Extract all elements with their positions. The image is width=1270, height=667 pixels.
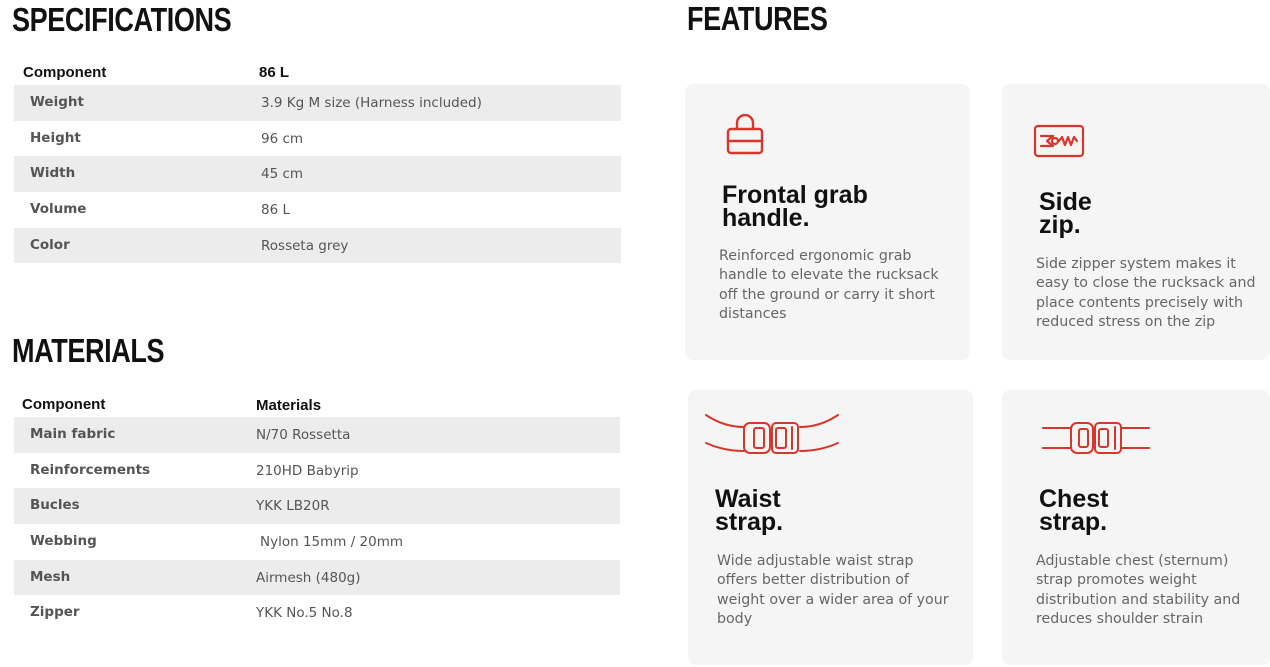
row-value: Rosseta grey: [261, 237, 349, 254]
feature-title: Chest strap.: [1039, 485, 1109, 536]
row-label: Reinforcements: [30, 461, 151, 478]
materials-table: [14, 393, 620, 631]
header-materials: Materials: [256, 397, 322, 414]
features-heading: FEATURES: [687, 0, 828, 37]
row-value: Nylon 15mm / 20mm: [260, 534, 404, 551]
table-row: [14, 192, 621, 228]
row-label: Mesh: [30, 568, 71, 585]
table-row: [14, 121, 621, 157]
row-value: 86 L: [261, 202, 290, 219]
row-value: YKK No.5 No.8: [256, 605, 353, 622]
feature-title: Side zip.: [1039, 188, 1092, 239]
row-label: Main fabric: [30, 426, 116, 442]
table-row: [14, 228, 621, 264]
feature-card-chest-strap: [1002, 390, 1270, 665]
row-value: 45 cm: [261, 166, 304, 183]
row-label: Color: [30, 236, 70, 253]
table-row: [14, 524, 620, 560]
feature-description: Reinforced ergonomic grab handle to elevate the rucksack off the ground or carry it short distances: [719, 248, 939, 322]
row-label: Webbing: [30, 533, 97, 550]
table-header: [14, 393, 620, 417]
header-capacity: 86 L: [259, 64, 290, 81]
table-row: [14, 595, 620, 631]
chest-buckle-icon: [1041, 421, 1151, 459]
table-row: [14, 85, 621, 121]
row-label: Bucles: [30, 497, 80, 514]
feature-title: Waist strap.: [715, 485, 784, 536]
row-label: Weight: [30, 94, 84, 110]
table-row: [14, 488, 620, 524]
row-label: Zipper: [30, 604, 80, 621]
table-row: [14, 417, 620, 453]
feature-card-side-zip: [1002, 84, 1270, 360]
row-value: 96 cm: [261, 130, 304, 147]
row-label: Volume: [30, 201, 87, 218]
row-value: Airmesh (480g): [256, 569, 361, 586]
feature-card-waist-strap: [688, 390, 973, 665]
table-header: [14, 61, 621, 85]
specifications-table: [14, 61, 621, 263]
row-label: Width: [30, 165, 76, 182]
header-component: Component: [23, 64, 107, 81]
row-value: N/70 Rossetta: [256, 427, 351, 443]
waist-buckle-icon: [704, 413, 840, 459]
row-value: 210HD Babyrip: [256, 462, 359, 479]
feature-card-grab-handle: [685, 84, 970, 360]
feature-description: Wide adjustable waist strap offers better distribution of weight over a wider area of your body: [717, 553, 949, 627]
table-row: [14, 156, 621, 192]
materials-heading: MATERIALS: [12, 332, 165, 369]
feature-title: Frontal grab handle.: [722, 181, 868, 232]
zipper-icon: [1033, 124, 1085, 162]
row-value: YKK LB20R: [256, 498, 330, 515]
table-row: [14, 560, 620, 596]
feature-description: Side zipper system makes it easy to close the rucksack and place contents precisely with reduced stress on the zip: [1036, 256, 1256, 330]
specifications-heading: SPECIFICATIONS: [12, 1, 232, 38]
row-value: 3.9 Kg M size (Harness included): [261, 95, 482, 111]
feature-description: Adjustable chest (sternum) strap promotes weight distribution and stability and reduces shoulder strain: [1036, 553, 1241, 627]
header-component: Component: [22, 396, 106, 413]
table-row: [14, 453, 620, 489]
row-label: Height: [30, 129, 81, 146]
bag-handle-icon: [726, 114, 764, 160]
